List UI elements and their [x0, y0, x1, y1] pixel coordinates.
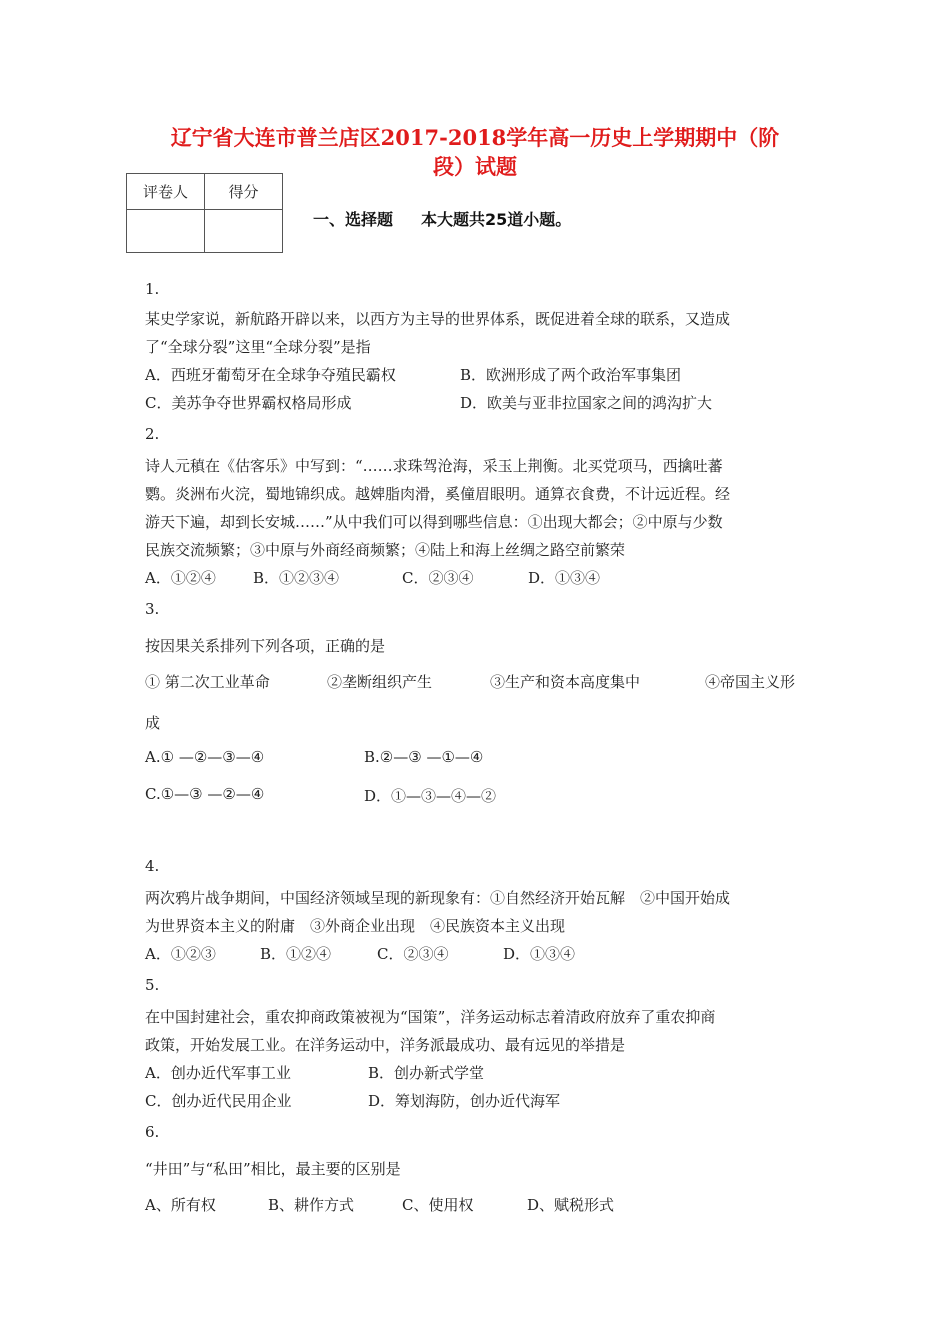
option-c: C．②③④ — [402, 569, 474, 587]
question-stem: 两次鸦片战争期间，中国经济领域呈现的新现象有：①自然经济开始瓦解 ②中国开始成 — [145, 889, 731, 907]
question-number: 4. — [145, 857, 160, 875]
item-1: ① 第二次工业革命 — [145, 673, 270, 691]
question-number: 5. — [145, 976, 160, 994]
document-title-line2: 段）试题 — [433, 154, 517, 179]
option-a: A．创办近代军事工业 — [145, 1064, 291, 1082]
question-stem: 按因果关系排列下列各项，正确的是 — [145, 637, 386, 655]
score-header: 得分 — [205, 174, 283, 210]
option-c: C．美苏争夺世界霸权格局形成 — [145, 394, 352, 412]
question-stem: 政策，开始发展工业。在洋务运动中，洋务派最成功、最有远见的举措是 — [145, 1036, 626, 1054]
item-2: ②垄断组织产生 — [327, 673, 433, 691]
question-number: 2. — [145, 425, 160, 443]
option-c: C．②③④ — [377, 945, 449, 963]
option-b: B．创办新式学堂 — [368, 1064, 485, 1082]
option-d: D．①③④ — [503, 945, 576, 963]
option-c: C．创办近代民用企业 — [145, 1092, 292, 1110]
option-b: B．①②③④ — [253, 569, 340, 587]
option-c: C、使用权 — [402, 1196, 474, 1214]
score-cell — [205, 210, 283, 253]
grader-cell — [127, 210, 205, 253]
question-stem: 民族交流频繁；③中原与外商经商频繁；④陆上和海上丝绸之路空前繁荣 — [145, 541, 626, 559]
option-a: A．①②④ — [145, 569, 216, 587]
question-stem: 了“全球分裂”这里“全球分裂”是指 — [145, 338, 371, 356]
option-c: C.①—③ —②—④ — [145, 785, 265, 803]
item-4: ④帝国主义形 — [705, 673, 796, 691]
question-stem: 某史学家说，新航路开辟以来，以西方为主导的世界体系，既促进着全球的联系，又造成 — [145, 310, 731, 328]
section-label: 一、选择题 — [313, 210, 394, 229]
question-stem: 鹦。炎洲布火浣，蜀地锦织成。越婢脂肉滑，奚僮眉眼明。通算衣食费，不计远近程。经 — [145, 485, 731, 503]
option-b: B.②—③ —①—④ — [364, 748, 484, 766]
section-desc: 本大题共25道小题。 — [421, 210, 572, 229]
question-number: 1. — [145, 280, 160, 298]
section-heading — [313, 207, 571, 230]
item-continuation: 成 — [145, 714, 161, 732]
option-a: A、所有权 — [145, 1196, 216, 1214]
score-table — [126, 173, 283, 253]
option-a: A．①②③ — [145, 945, 216, 963]
question-stem: “井田”与“私田”相比，最主要的区别是 — [145, 1160, 401, 1178]
question-stem: 为世界资本主义的附庸 ③外商企业出现 ④民族资本主义出现 — [145, 917, 566, 935]
option-d: D．欧美与亚非拉国家之间的鸿沟扩大 — [460, 394, 713, 412]
option-d: D、赋税形式 — [527, 1196, 615, 1214]
option-d: D．①③④ — [528, 569, 601, 587]
document-title-line1: 辽宁省大连市普兰店区2017-2018学年高一历史上学期期中（阶 — [170, 125, 780, 150]
option-b: B．①②④ — [260, 945, 332, 963]
question-stem: 游天下遍，却到长安城……”从中我们可以得到哪些信息：①出现大都会；②中原与少数 — [145, 513, 723, 531]
question-stem: 在中国封建社会，重农抑商政策被视为“国策”，洋务运动标志着清政府放弃了重农抑商 — [145, 1008, 716, 1026]
option-d: D．筹划海防，创办近代海军 — [368, 1092, 561, 1110]
option-b: B、耕作方式 — [268, 1196, 355, 1214]
item-3: ③生产和资本高度集中 — [490, 673, 641, 691]
grader-header: 评卷人 — [127, 174, 205, 210]
option-a: A.① —②—③—④ — [145, 748, 265, 766]
option-d: D．①—③—④—② — [364, 787, 497, 805]
option-b: B．欧洲形成了两个政治军事集团 — [460, 366, 682, 384]
option-a: A．西班牙葡萄牙在全球争夺殖民霸权 — [145, 366, 396, 384]
question-number: 3. — [145, 600, 160, 618]
question-number: 6. — [145, 1123, 160, 1141]
question-stem: 诗人元稹在《估客乐》中写到：“……求珠驾沧海，采玉上荆衡。北买党项马，西擒吐蕃 — [145, 457, 723, 475]
